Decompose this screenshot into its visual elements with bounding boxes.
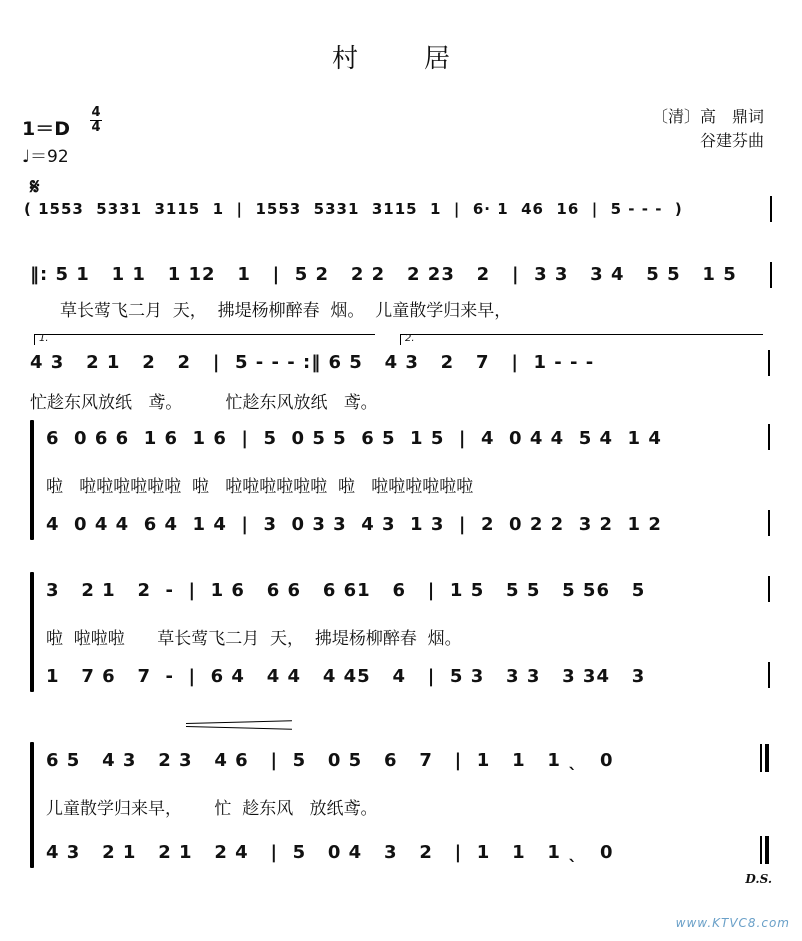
- final-barline-thin: [760, 836, 762, 864]
- score-row-2-notes: ‖: 5 1 1 1 1 12 1 | 5 2 2 2 2 23 2 | 3 3 3 4 5 5 1 5: [30, 264, 737, 285]
- barline: [768, 510, 770, 536]
- system-bracket: [30, 572, 34, 692]
- volta-1: 1.: [34, 334, 375, 345]
- score-row-5-upper: 3 2 1 2 - | 1 6 6 6 6 61 6 | 1 5 5 5 5 56 5: [46, 580, 646, 601]
- volta-2: 2.: [400, 334, 763, 345]
- system-bracket: [30, 420, 34, 540]
- barline: [770, 196, 772, 222]
- composer-credit: 谷建芬曲: [699, 131, 764, 150]
- barline: [768, 662, 770, 688]
- score-row-3-lyrics: 忙趁东风放纸 鸢。 忙趁东风放纸 鸢。: [30, 393, 378, 413]
- barline: [768, 576, 770, 602]
- score-row-3-notes: 4 3 2 1 2 2 | 5 - - - :‖ 6 5 4 3 2 7 | 1 - - -: [30, 352, 595, 373]
- segno-sign: 𝄋: [30, 175, 40, 200]
- final-barline-thin: [760, 744, 762, 772]
- site-watermark: www.KTVC8.com: [675, 916, 790, 930]
- lyricist-credit: 〔清〕高 鼎词: [651, 107, 764, 126]
- score-row-4-lower: 4 0 4 4 6 4 1 4 | 3 0 3 3 4 3 1 3 | 2 0 2 2 3 2 1 2: [46, 514, 662, 535]
- song-title: 村 居: [331, 44, 470, 74]
- final-barline-thick: [765, 744, 769, 772]
- score-row-4-upper: 6 0 6 6 1 6 1 6 | 5 0 5 5 6 5 1 5 | 4 0 4 4 5 4 1 4: [46, 428, 662, 449]
- score-row-6-lower: 4 3 2 1 2 1 2 4 | 5 0 4 3 2 | 1 1 1 ˎ 0: [46, 842, 614, 863]
- tempo-mark: ♩＝92: [22, 147, 69, 167]
- meter-top: 4: [91, 105, 101, 120]
- meter-bottom: 4: [91, 120, 101, 135]
- score-row-6-lyrics: 儿童散学归来早， 忙 趁东风 放纸鸢。: [46, 799, 378, 819]
- barline: [768, 350, 770, 376]
- barline: [768, 424, 770, 450]
- crescendo-hairpin: [186, 720, 292, 724]
- system-bracket: [30, 742, 34, 868]
- score-row-6-upper: 6 5 4 3 2 3 4 6 | 5 0 5 6 7 | 1 1 1 ˎ 0: [46, 750, 614, 771]
- score-row-4-lyrics: 啦 啦啦啦啦啦啦 啦 啦啦啦啦啦啦 啦 啦啦啦啦啦啦: [46, 477, 474, 497]
- crescendo-hairpin: [186, 726, 292, 730]
- dal-segno-mark: D.S.: [745, 872, 772, 886]
- key-signature: 1＝D: [22, 118, 70, 140]
- score-row-5-lyrics: 啦 啦啦啦 草长莺飞二月 天， 拂堤杨柳醉春 烟。: [46, 629, 462, 649]
- barline: [770, 262, 772, 288]
- score-row-1-notes: ( 1553 5331 3115 1 | 1553 5331 3115 1 | 6· 1 46 16 | 5 - - - ): [24, 200, 683, 218]
- score-row-5-lower: 1 7 6 7 - | 6 4 4 4 4 45 4 | 5 3 3 3 3 34 3: [46, 666, 646, 687]
- score-row-2-lyrics: 草长莺飞二月 天， 拂堤杨柳醉春 烟。 儿童散学归来早，: [60, 301, 512, 321]
- final-barline-thick: [765, 836, 769, 864]
- time-signature: [90, 106, 102, 135]
